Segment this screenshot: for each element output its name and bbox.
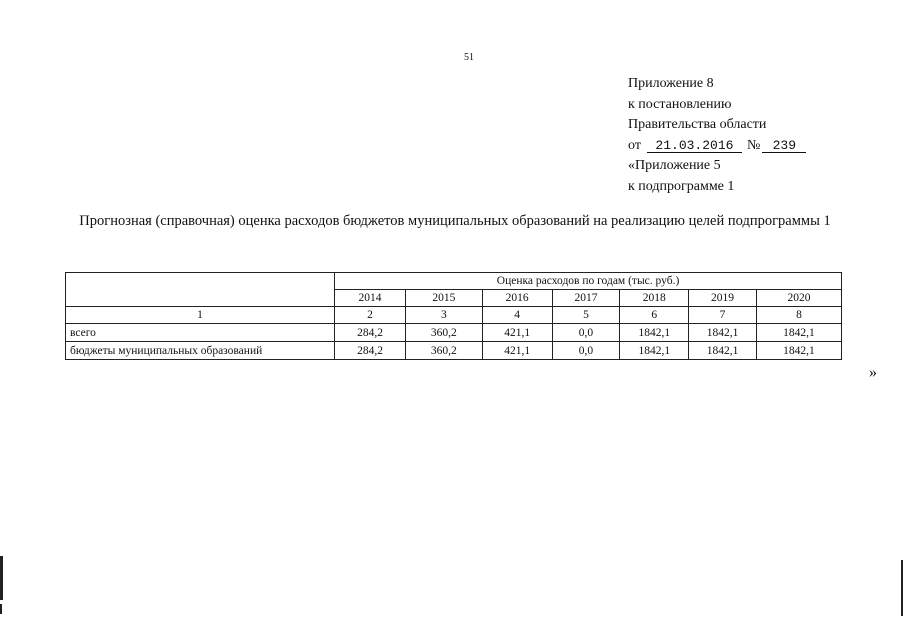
appendix-line: Правительства области <box>628 117 767 132</box>
column-number: 6 <box>620 307 689 324</box>
value-cell: 1842,1 <box>620 342 689 360</box>
appendix-line: «Приложение 5 <box>628 158 721 173</box>
value-cell: 1842,1 <box>620 324 689 342</box>
page-number: 51 <box>464 52 474 63</box>
column-number: 1 <box>66 307 335 324</box>
value-cell: 284,2 <box>335 342 406 360</box>
column-number: 3 <box>405 307 482 324</box>
year-cell: 2018 <box>620 290 689 307</box>
value-cell: 0,0 <box>552 324 620 342</box>
appendix-line: к подпрограмме 1 <box>628 178 735 194</box>
year-cell: 2015 <box>405 290 482 307</box>
decree-date: 21.03.2016 <box>647 139 742 153</box>
year-cell: 2020 <box>756 290 841 307</box>
closing-quote: » <box>869 364 877 381</box>
value-cell: 1842,1 <box>689 324 757 342</box>
value-cell: 360,2 <box>405 324 482 342</box>
number-sign: № <box>746 137 761 153</box>
scan-edge-mark <box>901 560 903 616</box>
year-cell: 2016 <box>482 290 552 307</box>
column-number: 8 <box>756 307 841 324</box>
scan-edge-mark <box>0 556 3 600</box>
decree-number: 239 <box>762 139 806 153</box>
appendix-line: Приложение 8 <box>628 76 714 91</box>
table-row <box>66 324 842 342</box>
group-header: Оценка расходов по годам (тыс. руб.) <box>335 273 842 290</box>
table-header-row <box>66 273 842 290</box>
budget-table <box>65 272 842 360</box>
year-cell: 2014 <box>335 290 406 307</box>
year-cell: 2019 <box>689 290 757 307</box>
from-label: от <box>628 137 641 153</box>
numbering-row <box>66 307 842 324</box>
value-cell: 0,0 <box>552 342 620 360</box>
column-number: 4 <box>482 307 552 324</box>
row-label: всего <box>66 324 335 342</box>
empty-header-cell <box>66 273 335 307</box>
value-cell: 1842,1 <box>756 342 841 360</box>
document-title: Прогнозная (справочная) оценка расходов бюджетов муниципальных образований на реализацию целей подпрограммы 1 <box>79 213 831 229</box>
column-number: 2 <box>335 307 406 324</box>
year-cell: 2017 <box>552 290 620 307</box>
column-number: 7 <box>689 307 757 324</box>
value-cell: 1842,1 <box>689 342 757 360</box>
column-number: 5 <box>552 307 620 324</box>
scan-edge-mark <box>0 604 2 614</box>
value-cell: 421,1 <box>482 324 552 342</box>
appendix-line: к постановлению <box>628 96 732 112</box>
value-cell: 421,1 <box>482 342 552 360</box>
row-label: бюджеты муниципальных образований <box>66 342 335 360</box>
table-row <box>66 342 842 360</box>
appendix-block <box>628 74 806 197</box>
value-cell: 1842,1 <box>756 324 841 342</box>
value-cell: 360,2 <box>405 342 482 360</box>
appendix-date-line <box>628 136 806 157</box>
value-cell: 284,2 <box>335 324 406 342</box>
